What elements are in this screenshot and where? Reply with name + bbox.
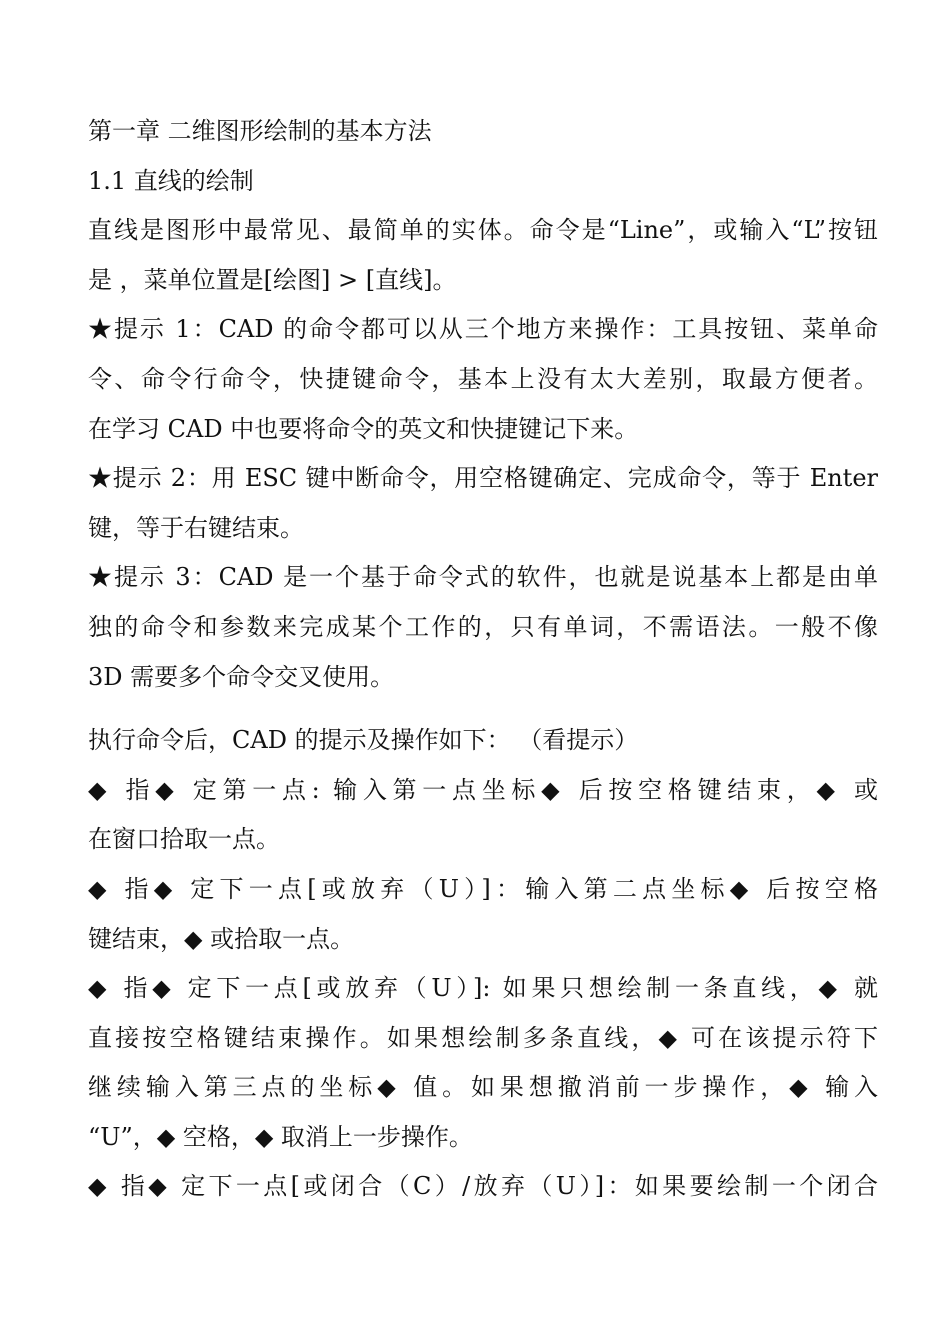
tip-1-line-3: 在学习 CAD 中也要将命令的英文和快捷键记下来。 xyxy=(88,414,639,443)
tip-2-line-1: ★提示 2：用 ESC 键中断命令，用空格键确定、完成命令，等于 Enter xyxy=(88,464,878,493)
tip-3-line-1: ★提示 3：CAD 是一个基于命令式的软件，也就是说基本上都是由单 xyxy=(88,563,878,592)
paragraph-gap xyxy=(88,702,878,716)
tip-1-line-2: 令、命令行命令，快捷键命令，基本上没有太大差别，取最方便者。 xyxy=(88,364,878,393)
prompt-2-line-2: 键结束，◆ 或拾取一点。 xyxy=(88,924,355,953)
prompt-3-line-1: ◆ 指◆ 定下一点[或放弃（U）]: 如果只想绘制一条直线，◆ 就 xyxy=(88,974,878,1003)
prompt-3-line-2: 直接按空格键结束操作。如果想绘制多条直线，◆ 可在该提示符下 xyxy=(88,1023,878,1052)
paragraph-line-2: 是 ，菜单位置是[绘图] > [直线]。 xyxy=(88,265,457,294)
prompt-4-line-1: ◆ 指◆ 定下一点[或闭合（C）/放弃（U）]：如果要绘制一个闭合 xyxy=(88,1172,878,1201)
tip-1-line-1: ★提示 1：CAD 的命令都可以从三个地方来操作：工具按钮、菜单命 xyxy=(88,315,878,344)
prompt-1-line-1: ◆ 指◆ 定第一点: 输入第一点坐标◆ 后按空格键结束，◆ 或 xyxy=(88,775,878,804)
tip-3-line-3: 3D 需要多个命令交叉使用。 xyxy=(88,662,395,691)
prompt-3-line-4: “U”，◆ 空格，◆ 取消上一步操作。 xyxy=(88,1122,473,1151)
document-page xyxy=(88,107,878,1212)
prompt-2-line-1: ◆ 指◆ 定下一点[或放弃（U）]：输入第二点坐标◆ 后按空格 xyxy=(88,874,878,903)
paragraph-line-1: 直线是图形中最常见、最简单的实体。命令是“Line”，或输入“L”按钮 xyxy=(88,216,878,245)
section-heading: 1.1 直线的绘制 xyxy=(88,166,254,195)
tip-2-line-2: 键，等于右键结束。 xyxy=(88,513,304,542)
tip-3-line-2: 独的命令和参数来完成某个工作的，只有单词，不需语法。一般不像 xyxy=(88,612,878,641)
prompt-intro: 执行命令后，CAD 的提示及操作如下： （看提示） xyxy=(88,726,639,755)
chapter-title: 第一章 二维图形绘制的基本方法 xyxy=(88,117,432,145)
prompt-1-line-2: 在窗口拾取一点。 xyxy=(88,825,280,854)
prompt-3-line-3: 继续输入第三点的坐标◆ 值。如果想撤消前一步操作，◆ 输入 xyxy=(88,1073,878,1102)
